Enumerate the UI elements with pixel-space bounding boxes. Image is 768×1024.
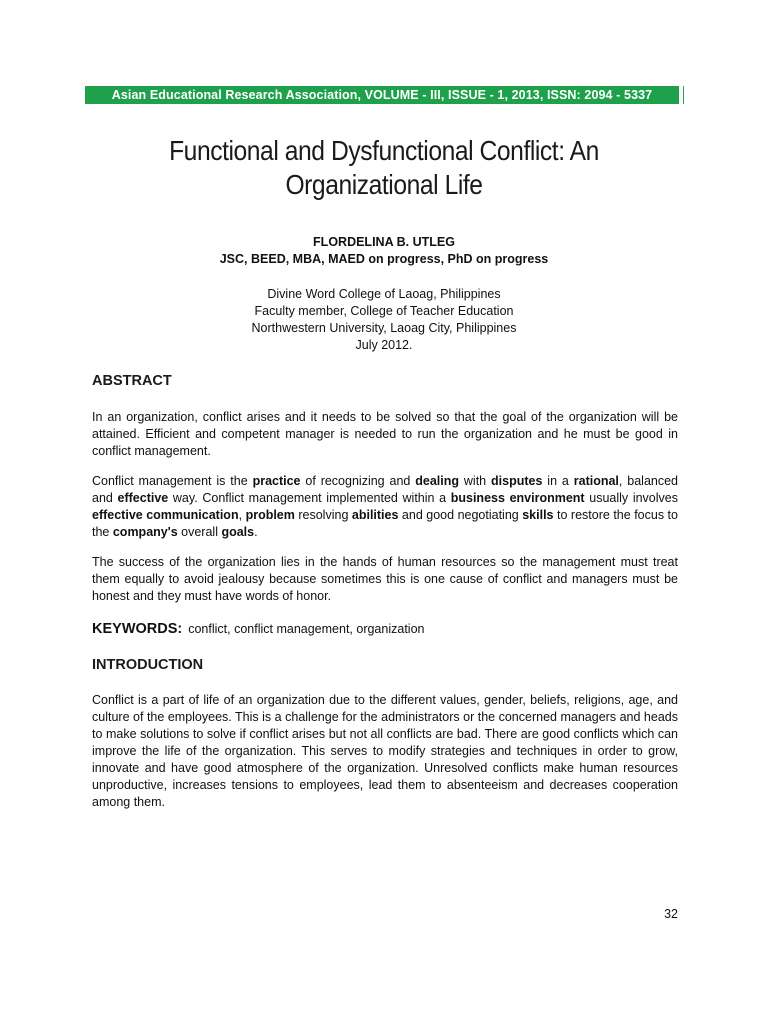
keywords-label: KEYWORDS: (92, 621, 183, 637)
abstract-p2-bold: disputes (491, 474, 543, 488)
author-name: FLORDELINA B. UTLEG (313, 235, 455, 249)
abstract-p2-text: usually involves (584, 491, 678, 505)
abstract-p2-bold: company's (112, 525, 178, 539)
abstract-p2-bold: problem (245, 508, 295, 522)
abstract-p2-text: to restore the focus to the (92, 508, 678, 539)
affiliation-date: July 2012. (355, 338, 413, 352)
abstract-p2-bold: dealing (415, 474, 460, 488)
affiliation-line-1: Divine Word College of Laoag, Philippines (267, 287, 501, 301)
author-credentials: JSC, BEED, MBA, MAED on progress, PhD on progress (219, 252, 549, 266)
page-number: 32 (664, 907, 678, 921)
journal-header-text: Asian Educational Research Association, VOLUME - III, ISSUE - 1, 2013, ISSN: 2094 - 5337 (111, 88, 653, 102)
abstract-p2-text: with (459, 474, 492, 488)
abstract-p2-text: of recognizing and (300, 474, 416, 488)
abstract-p2-text: resolving (294, 508, 352, 522)
abstract-p2-bold: business environment (450, 491, 585, 505)
keywords-line (92, 620, 424, 638)
affiliation-block (85, 286, 683, 354)
keywords-value: conflict, conflict management, organization (188, 622, 425, 636)
introduction-paragraph-1: Conflict is a part of life of an organization due to the different values, gender, beliefs, religions, age, and culture of the employees. This is a challenge for the administrators or the concerned managers and heads to make solutions to solve if conflict arises but not all conflicts are bad. There are good conflicts which can improve the life of the organization. This serves to modify strategies and techniques in order to grow, innovate and have good atmosphere of the organization. Unresolved conflicts make human resources unproductive, increases tensions to employees, lead them to absenteeism and decreases cooperation among them. (92, 693, 678, 809)
abstract-p2-text: , (238, 508, 246, 522)
abstract-p2-bold: skills (522, 508, 554, 522)
abstract-p2-text: overall (177, 525, 222, 539)
abstract-p2-bold: effective (117, 491, 169, 505)
paper-title-line-2: Organizational Life (285, 169, 483, 200)
abstract-p2-text: and good negotiating (398, 508, 523, 522)
abstract-heading: ABSTRACT (92, 373, 172, 389)
abstract-p2-bold: practice (252, 474, 301, 488)
abstract-paragraph-3: The success of the organization lies in the hands of human resources so the management must treat them equally to avoid jealousy because sometimes this is one cause of conflict and managers must be honest and they must have words of honor. (92, 555, 678, 603)
journal-header-bar (85, 86, 679, 104)
abstract-p2-text: way. Conflict management implemented within a (168, 491, 451, 505)
abstract-p2-text: Conflict management is the (92, 474, 253, 488)
abstract-p2-text: in a (542, 474, 574, 488)
abstract-p2-bold: rational (573, 474, 619, 488)
header-vertical-rule (683, 86, 684, 104)
abstract-p2-text: , balanced and (92, 474, 678, 505)
abstract-paragraph-2 (92, 473, 678, 541)
abstract-paragraph-1: In an organization, conflict arises and it needs to be solved so that the goal of the organization will be attained. Efficient and competent manager is needed to run the organization and he must be good in conflict management. (92, 410, 678, 458)
abstract-p2-bold: goals (221, 525, 255, 539)
affiliation-line-3: Northwestern University, Laoag City, Philippines (251, 321, 517, 335)
introduction-heading: INTRODUCTION (92, 657, 204, 673)
paper-title-line-1: Functional and Dysfunctional Conflict: An (169, 135, 599, 166)
paper-title (121, 134, 647, 202)
author-block (85, 234, 683, 268)
abstract-p2-bold: abilities (351, 508, 399, 522)
affiliation-line-2: Faculty member, College of Teacher Education (254, 304, 514, 318)
abstract-p2-text: . (254, 525, 258, 539)
abstract-p2-bold: effective communication (92, 508, 239, 522)
